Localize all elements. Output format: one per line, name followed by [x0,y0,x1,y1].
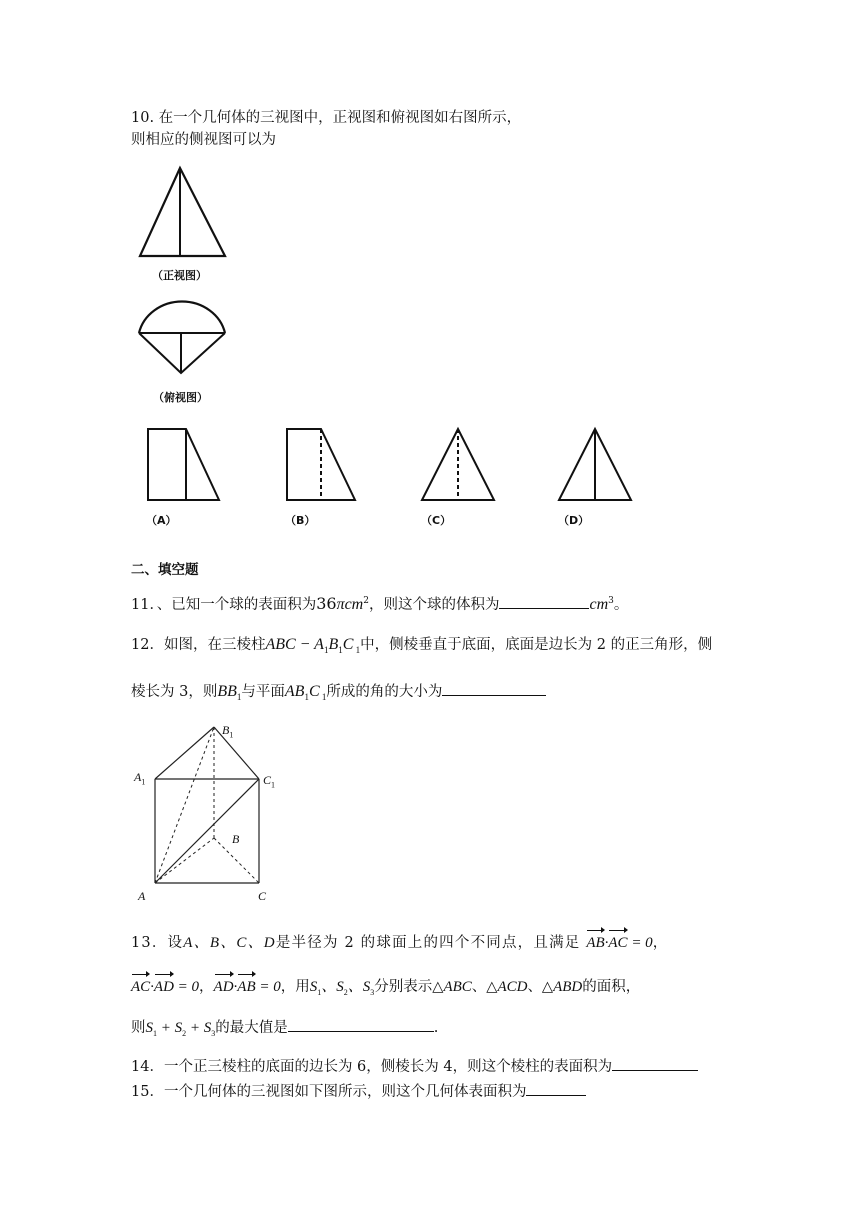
q13-text5: 、△ [471,979,498,995]
q13-line3 [131,1017,438,1044]
q12-text5: 所成的角的大小为 [326,684,443,700]
q12-line2 [131,681,546,707]
q11-value: 36 [316,593,337,613]
q12-text4: 与平面 [241,684,285,700]
q14-line [131,1056,698,1077]
q13-text4: 分别表示△ [374,979,444,995]
front-view-figure [136,165,232,261]
q13-text9: 的最大值是 [215,1020,288,1036]
option-d-label: （D） [558,514,590,527]
q13-text2: 是半径为 2 的球面上的四个不同点，且满足 [275,935,581,951]
top-view-figure [136,292,232,382]
option-a-label: （A） [146,514,177,527]
q12-text1: 12．如图，在三棱柱 [131,637,266,653]
q11-line [131,591,628,615]
label-a1: $A_1$ [134,770,146,787]
q13-sum: $S_1 + S_2 + S_3$ [145,1020,216,1038]
q11-end: 。 [613,596,629,613]
q11-sup2: 3 [608,596,614,606]
q13-text8: 则 [131,1020,146,1036]
q12-text2: 中，侧棱垂直于底面，底面是边长为 2 的正三角形，侧 [360,637,713,653]
q11-unit2: cm [589,595,609,613]
section-heading: 二、填空题 [131,562,199,578]
q11-sup: 2 [363,596,369,606]
top-view-caption: （俯视图） [153,391,208,404]
option-a-figure [144,426,226,504]
q13-cond3: AD·AB = 0 [213,979,281,995]
q10-line2: 则相应的侧视图可以为 [131,132,276,148]
q12-text3: 棱长为 3，则 [131,684,218,700]
option-c-figure [418,426,500,504]
q12-answer-blank[interactable] [442,681,546,696]
q11-answer-blank[interactable] [499,594,589,609]
q14-answer-blank[interactable] [612,1056,698,1071]
option-b-figure [283,426,365,504]
q10-line1: 10. 在一个几何体的三视图中，正视图和俯视图如右图所示， [131,110,522,126]
q15-answer-blank[interactable] [526,1081,586,1096]
front-view-caption: （正视图） [152,269,207,282]
q12-edge: $BB_1$ [217,683,242,703]
prism-figure [128,718,298,910]
q11-unit: πcm [336,595,364,613]
q13-line2: AC·AD = 0，AD·AB = 0，用$S_1$、$S_2$、$S_3$分别表示△ABC、△ACD、△ABD的面积， [131,979,641,997]
q13-text1: 13．设 [131,935,184,951]
label-b1: $B_1$ [222,723,234,740]
q15-line [131,1081,586,1102]
q12-line1 [131,635,712,660]
q15-text: 15．一个几何体的三视图如下图所示，则这个几何体表面积为 [131,1084,527,1100]
q11-prefix: 11．、已知一个球的表面积为 [131,596,317,613]
q13-areas: $S_1$、$S_2$、$S_3$ [309,979,375,997]
q13-answer-blank[interactable] [288,1017,434,1032]
option-b-label: （B） [285,514,316,527]
label-c: C [258,889,267,903]
label-b: B [232,832,240,846]
q13-line1: 13．设A、B、C、D是半径为 2 的球面上的四个不同点，且满足 AB·AC = 0， [131,935,669,951]
q13-text3: ，用 [280,979,310,995]
option-c-label: （C） [421,514,452,527]
label-a: A [138,889,146,903]
q12-plane: $AB_1C$ $_1$ [284,683,327,703]
q13-cond1: AB·AC = 0 [586,935,653,951]
q13-text6: 、△ [527,979,554,995]
q11-mid: ，则这个球的体积为 [368,596,500,613]
q12-prism-name: ABC − $A_1B_1C$ $_1$ [265,636,361,656]
q13-cond2: AC·AD = 0 [131,979,200,995]
q13-points: A、B、C、D [183,935,276,951]
q14-text: 14．一个正三棱柱的底面的边长为 6，侧棱长为 4，则这个棱柱的表面积为 [131,1059,613,1075]
q13-text7: 的面积， [582,979,641,995]
q13-end: . [433,1020,439,1036]
option-d-figure [555,426,637,504]
label-c1: $C_1$ [263,773,276,790]
